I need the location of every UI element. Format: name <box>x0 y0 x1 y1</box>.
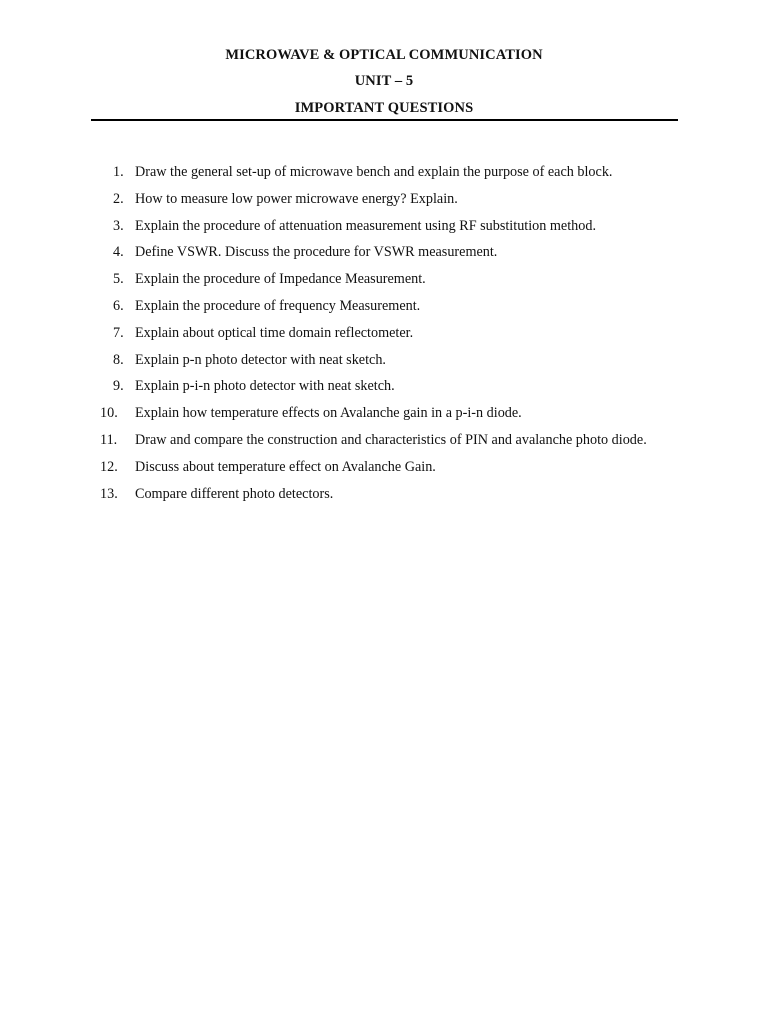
question-text: Explain p-n photo detector with neat sketch. <box>135 351 386 368</box>
question-number: 6. <box>113 297 124 314</box>
question-text: Explain the procedure of attenuation measurement using RF substitution method. <box>135 217 597 234</box>
question-number: 2. <box>113 190 124 207</box>
question-item <box>0 162 768 189</box>
document-title: MICROWAVE & OPTICAL COMMUNICATION <box>225 47 543 63</box>
unit-heading: UNIT – 5 <box>354 73 414 89</box>
question-item <box>0 457 768 484</box>
section-heading: IMPORTANT QUESTIONS <box>294 100 474 116</box>
question-item <box>0 216 768 243</box>
question-text: Explain the procedure of frequency Measurement. <box>135 297 421 314</box>
question-item <box>0 323 768 350</box>
question-number: 3. <box>113 217 124 234</box>
question-number: 9. <box>113 378 124 395</box>
question-item <box>0 189 768 216</box>
question-text: Compare different photo detectors. <box>135 485 334 502</box>
question-text: Discuss about temperature effect on Avalanche Gain. <box>135 458 436 475</box>
question-text: Explain p-i-n photo detector with neat sketch. <box>135 378 395 395</box>
header-divider <box>91 119 678 121</box>
questions-list <box>0 162 768 510</box>
question-item <box>0 242 768 269</box>
question-number: 13. <box>100 485 118 502</box>
question-number: 1. <box>113 164 124 180</box>
question-item <box>0 296 768 323</box>
question-number: 11. <box>100 431 118 448</box>
question-item <box>0 403 768 430</box>
question-text: Explain the procedure of Impedance Measurement. <box>135 271 426 288</box>
question-number: 5. <box>113 271 124 288</box>
question-item <box>0 484 768 511</box>
question-text: Define VSWR. Discuss the procedure for VSWR measurement. <box>135 244 498 261</box>
question-text: Draw and compare the construction and characteristics of PIN and avalanche photo diode. <box>135 431 647 448</box>
question-item <box>0 430 768 457</box>
question-text: Explain how temperature effects on Avalanche gain in a p-i-n diode. <box>135 405 522 422</box>
question-number: 8. <box>113 351 124 368</box>
question-item <box>0 269 768 296</box>
question-text: How to measure low power microwave energy? Explain. <box>135 190 458 207</box>
question-number: 10. <box>100 405 118 422</box>
question-item <box>0 350 768 377</box>
question-number: 12. <box>100 458 118 475</box>
question-text: Explain about optical time domain reflectometer. <box>135 324 414 341</box>
question-number: 7. <box>113 324 124 341</box>
question-item <box>0 376 768 403</box>
question-number: 4. <box>113 244 124 261</box>
question-text: Draw the general set-up of microwave bench and explain the purpose of each block. <box>135 164 613 180</box>
